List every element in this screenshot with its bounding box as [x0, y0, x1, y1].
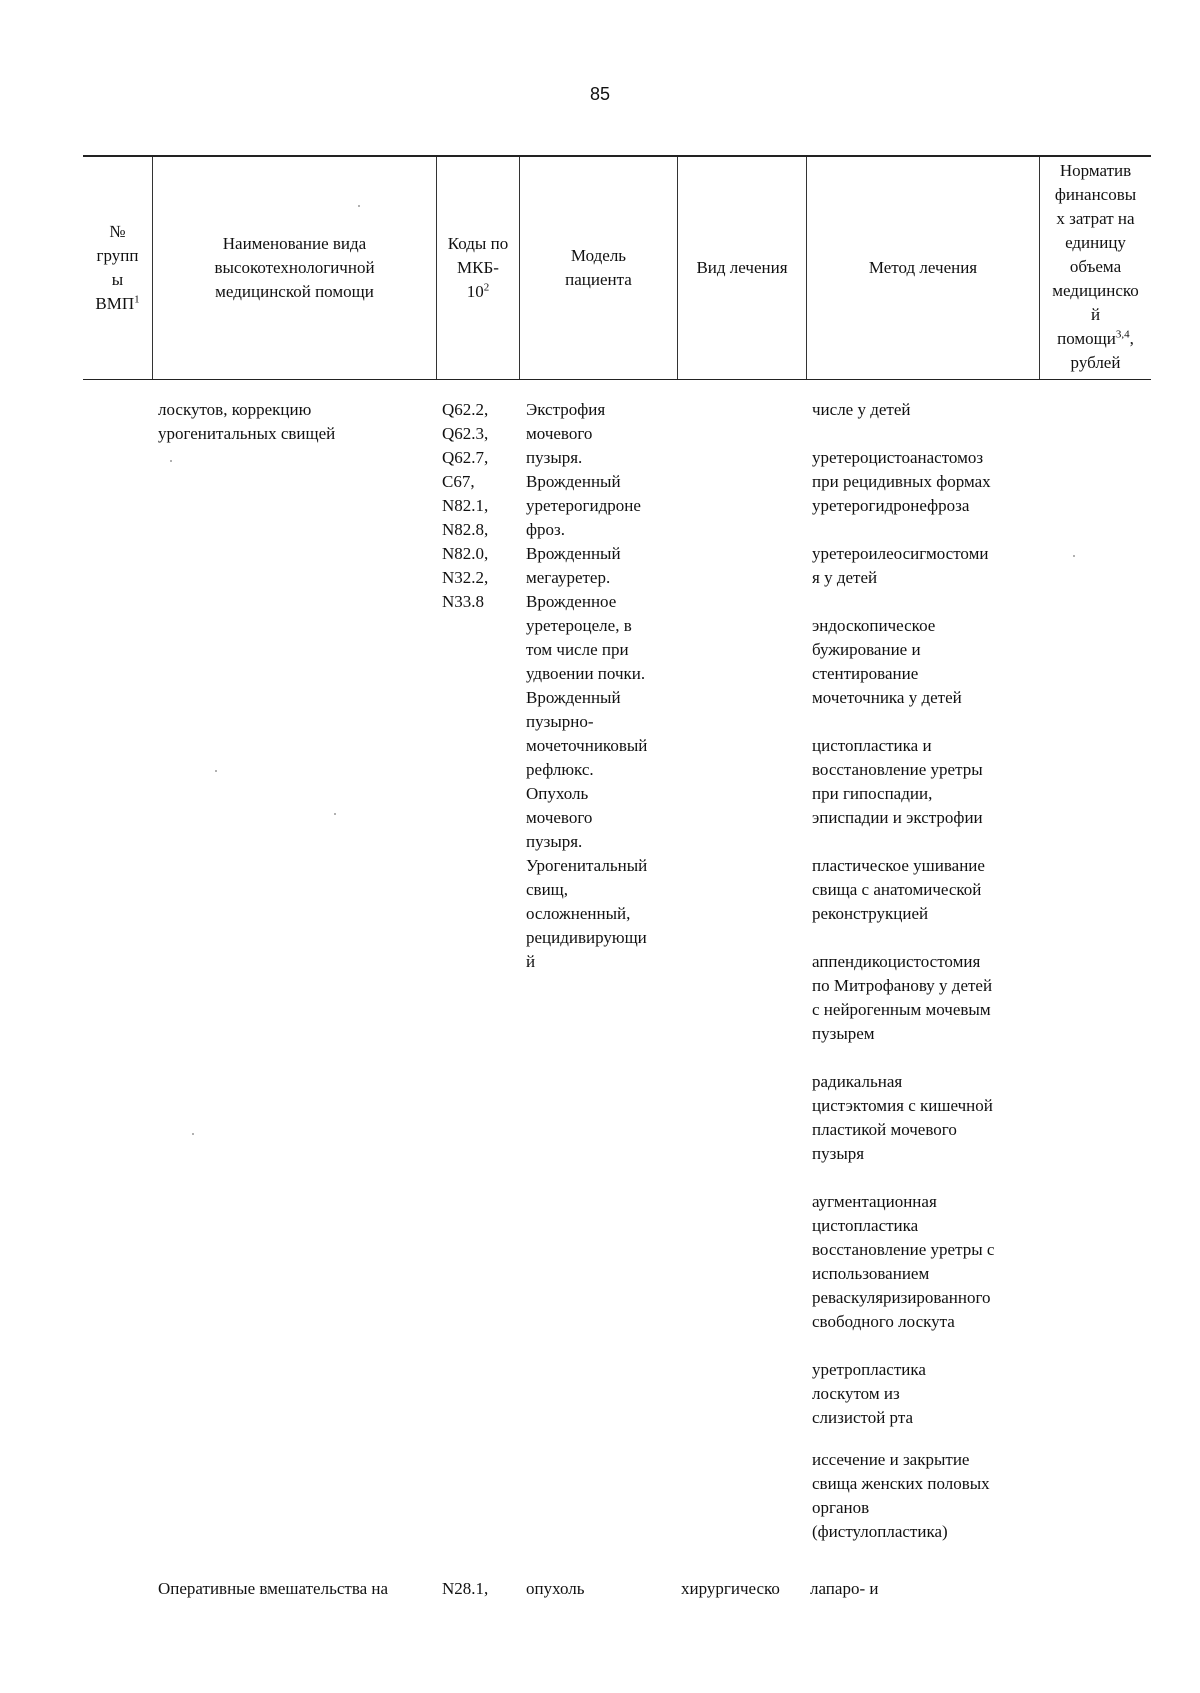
header-text: Метод лечения [868, 258, 978, 277]
text-line: восстановление уретры с [812, 1240, 995, 1259]
text-line: слизистой рта [812, 1408, 913, 1427]
text-line: пузыря [812, 1144, 865, 1163]
text-line: иссечение и закрытие [812, 1450, 970, 1469]
text-line: рецидивирующи [526, 928, 647, 947]
text-line: уретероилеосигмостоми [812, 544, 989, 563]
text-line: я у детей [812, 568, 878, 587]
header-text: Норматив [1059, 161, 1132, 180]
header-text: единицу [1065, 233, 1126, 252]
method-item [812, 1190, 994, 1334]
text-line: при гипоспадии, [812, 784, 933, 803]
text-line: уретропластика [812, 1360, 926, 1379]
text-line: мочеточниковый [526, 736, 648, 755]
text-line: аппендикоцистостомия [812, 952, 981, 971]
text-line: Опухоль [526, 784, 589, 803]
text-line: лоскутов, коррекцию [158, 400, 312, 419]
text-line: Врожденный [526, 472, 621, 491]
text-line: уретерогидроне [526, 496, 641, 515]
method-item [812, 398, 994, 422]
text-line: Врожденное [526, 592, 617, 611]
text-line: фроз. [526, 520, 565, 539]
text-line: лоскутом из [812, 1384, 900, 1403]
header-treatment-type [678, 157, 807, 379]
text-line: стентирование [812, 664, 919, 683]
text-line: свищ, [526, 880, 569, 899]
header-group-number [83, 157, 153, 379]
method-item [812, 1358, 994, 1430]
text-line: свища женских половых [812, 1474, 990, 1493]
text-line: том числе при [526, 640, 629, 659]
header-text: высокотехнологичной [214, 258, 375, 277]
text-line: восстановление уретры [812, 760, 983, 779]
text-line: Врожденный [526, 544, 621, 563]
method-item [812, 734, 994, 830]
scan-speck [358, 205, 360, 207]
text-line: числе у детей [812, 400, 911, 419]
header-text: медицинской помощи [215, 282, 374, 301]
header-text: Коды по [447, 234, 509, 253]
method-item [812, 614, 994, 710]
text-line: Урогенитальный [526, 856, 648, 875]
text-line: цистэктомия с кишечной [812, 1096, 993, 1115]
header-text: $10^2$ [466, 281, 490, 301]
text-line: эписпадии и экстрофии [812, 808, 983, 827]
header-text: Модель [570, 246, 627, 265]
text-line: мочевого [526, 424, 593, 443]
header-text: Наименование вида [222, 234, 367, 253]
scan-speck [334, 813, 336, 815]
method-item [812, 1070, 994, 1166]
next-row-treatment-type: хирургическо [681, 1579, 780, 1598]
next-row-treatment-method: лапаро- и [810, 1579, 879, 1598]
text-line: мочевого [526, 808, 593, 827]
care-type-cell [158, 398, 335, 446]
header-treatment-method [807, 157, 1040, 379]
scan-speck [192, 1133, 194, 1135]
footnote-ref: 2 [483, 281, 490, 294]
icd-code: N32.2, [442, 568, 489, 587]
header-text: финансовы [1054, 185, 1137, 204]
text-line: (фистулопластика) [812, 1522, 948, 1541]
table-header [83, 155, 1151, 380]
page-number: 85 [589, 84, 611, 104]
footnote-ref: 3,4 [1115, 328, 1130, 341]
patient-model-cell [526, 398, 647, 974]
header-text: групп [96, 246, 139, 265]
icd-codes-cell [442, 398, 488, 614]
icd-code: N82.0, [442, 544, 489, 563]
treatment-method-cell [812, 398, 994, 1568]
text-line: органов [812, 1498, 870, 1517]
header-text: ы [111, 270, 124, 289]
text-line: уретероцистоанастомоз [812, 448, 984, 467]
text-line: свища с анатомической [812, 880, 982, 899]
footnote-ref: 1 [134, 293, 140, 306]
method-item [812, 950, 994, 1046]
header-care-type [153, 157, 437, 379]
header-icd-codes [437, 157, 520, 379]
text-line: эндоскопическое [812, 616, 936, 635]
text-line: пузыря. [526, 448, 583, 467]
text-line: Врожденный [526, 688, 621, 707]
text-line: осложненный, [526, 904, 631, 923]
next-row-icd-code: N28.1, [442, 1579, 489, 1598]
text-line: реконструкцией [812, 904, 929, 923]
next-row-patient-model: опухоль [526, 1579, 585, 1598]
text-line: при рецидивных формах [812, 472, 991, 491]
text-line: по Митрофанову у детей [812, 976, 993, 995]
scan-speck [215, 770, 217, 772]
icd-code: N33.8 [442, 592, 485, 611]
scan-speck [170, 460, 172, 462]
text-line: бужирование и [812, 640, 921, 659]
header-text: х затрат на [1056, 209, 1135, 228]
text-line: с нейрогенным мочевым [812, 1000, 991, 1019]
header-text: ВМП$^1$ [95, 293, 140, 313]
text-line: пластическое ушивание [812, 856, 985, 875]
scan-speck [1073, 555, 1075, 557]
header-text: Вид лечения [696, 258, 788, 277]
text-line: й [526, 952, 536, 971]
method-item [812, 542, 994, 590]
header-text: й [1090, 305, 1101, 324]
text-line: аугментационная [812, 1192, 937, 1211]
header-text: медицинско [1052, 281, 1139, 300]
text-line: мочеточника у детей [812, 688, 962, 707]
next-row-care-type: Оперативные вмешательства на [158, 1579, 389, 1598]
header-patient-model [520, 157, 678, 379]
text-line: уретероцеле, в [526, 616, 632, 635]
text-line: Экстрофия [526, 400, 606, 419]
text-line: пузырем [812, 1024, 875, 1043]
text-line: радикальная [812, 1072, 903, 1091]
text-line: урогенитальных свищей [158, 424, 336, 443]
header-text: объема [1069, 257, 1122, 276]
text-line: пузырно- [526, 712, 594, 731]
text-line: свободного лоскута [812, 1312, 955, 1331]
text-line: мегауретер. [526, 568, 611, 587]
icd-code: N82.8, [442, 520, 489, 539]
header-text: МКБ- [457, 258, 499, 277]
icd-code: Q62.3, [442, 424, 489, 443]
text-line: рефлюкс. [526, 760, 594, 779]
method-item [812, 854, 994, 926]
text-line: использованием [812, 1264, 930, 1283]
text-line: пластикой мочевого [812, 1120, 957, 1139]
header-text: рублей [1070, 353, 1121, 372]
header-text: № [109, 222, 126, 241]
text-line: уретерогидронефроза [812, 496, 970, 515]
method-item [812, 1448, 994, 1544]
icd-code: Q62.2, [442, 400, 489, 419]
header-cost-standard [1040, 157, 1151, 379]
text-line: цистопластика [812, 1216, 919, 1235]
icd-code: Q62.7, [442, 448, 489, 467]
text-line: удвоении почки. [526, 664, 646, 683]
method-item [812, 446, 994, 518]
text-line: реваскуляризированного [812, 1288, 991, 1307]
text-line: пузыря. [526, 832, 583, 851]
text-line: цистопластика и [812, 736, 932, 755]
header-text: помощи$^{3,4}$, [1057, 328, 1134, 348]
header-text: пациента [565, 270, 632, 289]
icd-code: C67, [442, 472, 475, 491]
icd-code: N82.1, [442, 496, 489, 515]
